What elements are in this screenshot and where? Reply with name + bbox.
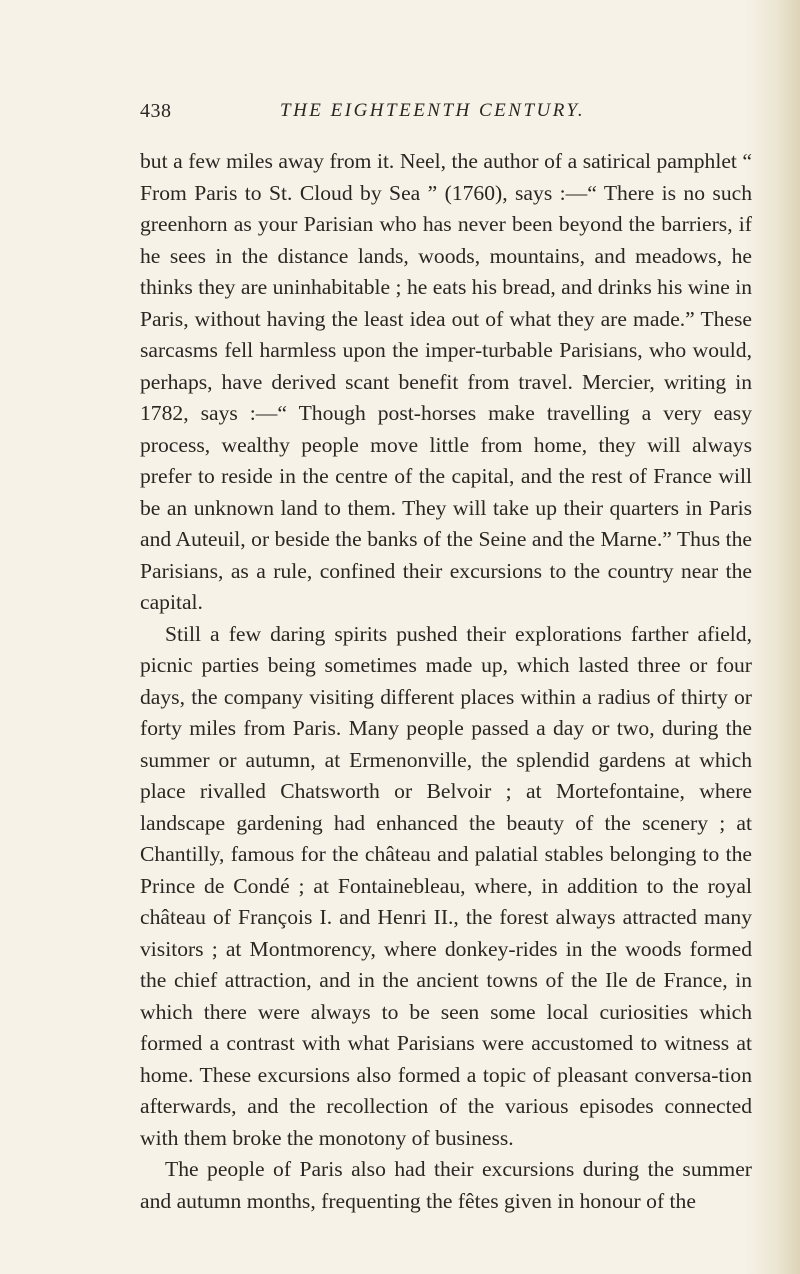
paragraph-people-of-paris: The people of Paris also had their excursions during the summer and autumn months, frequenting the fêtes given in honour of the xyxy=(140,1157,752,1213)
page-number: 438 xyxy=(140,100,172,122)
running-head xyxy=(140,100,760,130)
body-text xyxy=(140,146,752,1217)
paragraph-excursions: Still a few daring spirits pushed their explorations farther afield, picnic parties being sometimes made up, which lasted three or four days, the company visiting different places within a radius of thirty or forty miles from Paris. Many people passed a day or two, during the summer or autumn, at Ermenonville, the splendid gardens at which place rivalled Chatsworth or Belvoir ; at Mortefontaine, where landscape gardening had enhanced the beauty of the scenery ; at Chantilly, famous for the château and palatial stables belonging to the Prince de Condé ; at Fontainebleau, where, in addition to the royal château of François I. and Henri II., the forest always attracted many visitors ; at Montmorency, where donkey-rides in the woods formed the chief attraction, and in the ancient towns of the Ile de France, in which there were always to be seen some local curiosities which formed a contrast with what Parisians were accustomed to witness at home. These excursions also formed a topic of pleasant conversa-tion afterwards, and the recollection of the various episodes connected with them broke the monotony of business. xyxy=(140,621,752,1150)
paragraph-continuation: but a few miles away from it. Neel, the author of a satirical pamphlet “ From Paris to St. Cloud by Sea ” (1760), says :—“ There is no such greenhorn as your Parisian who has never been beyond the barriers, if he sees in the distance lands, woods, mountains, and meadows, he thinks they are uninhabitable ; he eats his bread, and drinks his wine in Paris, without having the least idea out of what they are made.” These sarcasms fell harmless upon the imper-turbable Parisians, who would, perhaps, have derived scant benefit from travel. Mercier, writing in 1782, says :—“ Though post-horses make travelling a very easy process, wealthy people move little from home, they will always prefer to reside in the centre of the capital, and the rest of France will be an unknown land to them. They will take up their quarters in Paris and Auteuil, or beside the banks of the Seine and the Marne.” Thus the Parisians, as a rule, confined their excursions to the country near the capital. xyxy=(140,149,752,614)
running-title: THE EIGHTEENTH CENTURY. xyxy=(280,100,586,121)
